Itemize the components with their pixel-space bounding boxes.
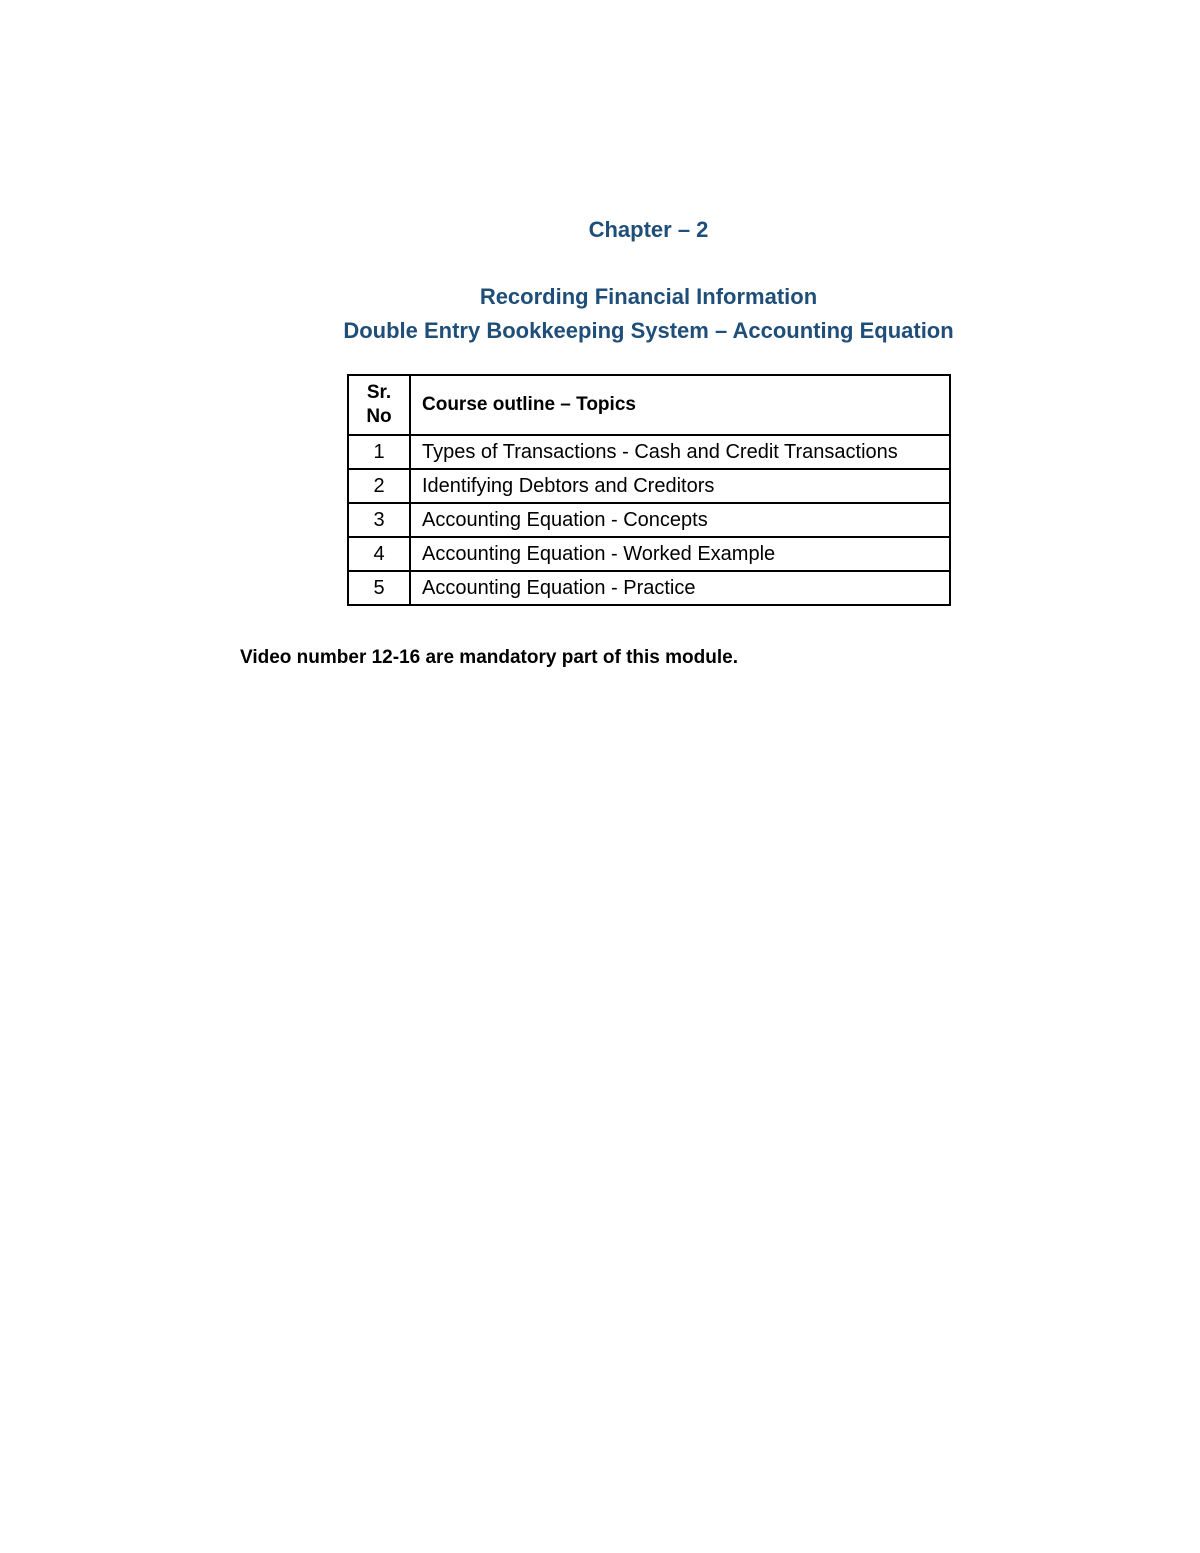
chapter-heading: Chapter – 2 <box>588 217 709 242</box>
table-row <box>348 435 950 469</box>
row-number: 1 <box>348 435 410 469</box>
document-subtitle: Double Entry Bookkeeping System – Accounting Equation <box>343 318 954 343</box>
row-topic: Accounting Equation - Practice <box>410 571 950 605</box>
row-topic: Identifying Debtors and Creditors <box>410 469 950 503</box>
mandatory-video-note: Video number 12-16 are mandatory part of this module. <box>240 647 738 668</box>
document-title: Recording Financial Information <box>479 284 818 309</box>
table-header-row <box>348 375 950 435</box>
header-sr-no-line-1: Sr. <box>366 382 392 403</box>
row-topic: Accounting Equation - Worked Example <box>410 537 950 571</box>
row-number: 2 <box>348 469 410 503</box>
header-sr-no-line-2: No <box>366 406 392 427</box>
row-number: 4 <box>348 537 410 571</box>
row-number: 3 <box>348 503 410 537</box>
header-topics: Course outline – Topics <box>410 375 950 435</box>
row-number: 5 <box>348 571 410 605</box>
header-sr-no <box>348 375 410 435</box>
row-topic: Accounting Equation - Concepts <box>410 503 950 537</box>
table-row <box>348 571 950 605</box>
row-topic: Types of Transactions - Cash and Credit Transactions <box>410 435 950 469</box>
table-row <box>348 469 950 503</box>
course-outline-table <box>347 374 951 606</box>
table-row <box>348 537 950 571</box>
table-row <box>348 503 950 537</box>
